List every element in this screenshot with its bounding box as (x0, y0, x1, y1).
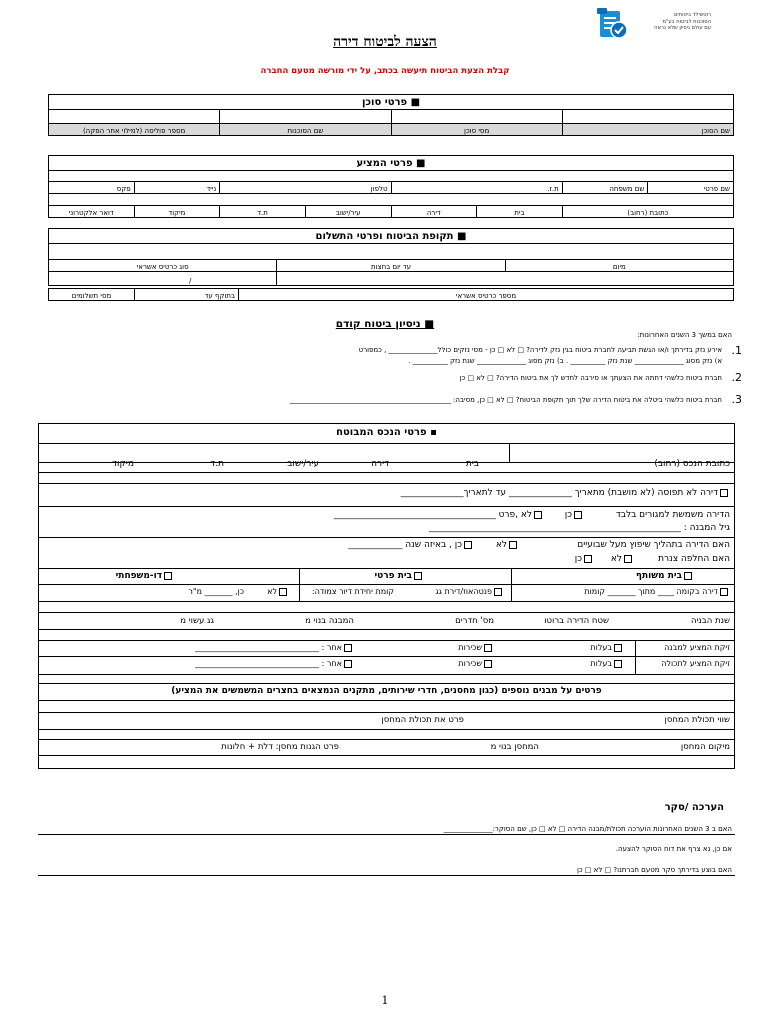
pipes-no: לא (610, 554, 622, 564)
property-city-label: עיר/ישוב (287, 459, 319, 469)
rent-building-checkbox[interactable] (484, 644, 492, 652)
policy-number-label: מספר פוליסה (למילוי אחר הפקה) (49, 124, 220, 136)
last-name-label: שם משפחה (562, 182, 648, 194)
survey-title: הערכה /סקר (664, 802, 724, 813)
proposer-section-title: ■ פרטי המציע (49, 156, 734, 171)
area-label: שטח הדירה ברוטו (544, 616, 609, 626)
penthouse-checkbox[interactable] (494, 588, 502, 596)
own-building-checkbox[interactable] (614, 644, 622, 652)
roof-material-label: גג עשוי מ (180, 616, 214, 626)
agent-section-title: ■ פרטי סוכן (49, 95, 734, 110)
own-building: בעלות (590, 643, 612, 652)
residential-yes: כן (564, 510, 572, 520)
question-2: חברת ביטוח כלשהי דחתה את הצעתך או סירבה לחדש לך את ביטוח הדירה? □ לא □ כן (459, 374, 722, 382)
floor-text: דירה בקומה ____ מתוך _______ קומות (584, 587, 718, 596)
agent-name-label: שם הסוכן (562, 124, 733, 136)
logo-line: הסוכנות לביטוח בע"מ (662, 18, 711, 25)
card-number-label: מספר כרטיס אשראי (239, 289, 734, 301)
question-1: אירע נזק בדירתך ו/או הגשת תביעה לחברת ביטוח בגין נזק לדירה? □ לא □ כן - מסי נזקים כולל______________ , כמפורט (358, 346, 722, 354)
question-number: 2. (731, 371, 742, 384)
duplex: דו-משפחתי (115, 571, 162, 581)
question-number: 1. (731, 344, 742, 357)
unoccupied-text: דירה לא תפוסה (לא מושבת) מתאריך ______________ עד לתאריך______________ (400, 488, 718, 498)
attached-no: לא (267, 587, 277, 596)
residential-no-checkbox[interactable] (534, 511, 542, 519)
agent-name-input[interactable] (562, 110, 733, 124)
property-section (38, 423, 735, 769)
property-street-label: כתובת הנכס (רחוב) (654, 459, 730, 469)
city-label: עיר/ישוב (305, 206, 391, 218)
agency-name-input[interactable] (220, 110, 391, 124)
property-zip-label: מיקוד (112, 459, 134, 469)
house-label: בית (477, 206, 563, 218)
pobox-label: ת.ד (220, 206, 306, 218)
survey-line-3: האם בוצע בדירתך סקר מטעם חברתנו? □ לא □ כן (576, 866, 732, 874)
installments-label: מסי תשלומים (49, 289, 135, 301)
period-table-2 (48, 288, 734, 301)
to-date-label: עד יום בחצות (277, 260, 505, 272)
extra-buildings-title: פרטים על מבנים נוספים (כגון מחסנים, חדרי שירותים, מתקנים הנמצאים בחצרים המשמשים את המציע) (171, 686, 602, 696)
pipes-no-checkbox[interactable] (624, 555, 632, 563)
question-3: חברת ביטוח כלשהי ביטלה את ביטוח הדירה שלך תוך תקופת הביטוח? □ לא □ כן, מסיבה: ______________________________________________ (289, 396, 722, 404)
storage-material-label: המחסן בנוי מ (490, 742, 539, 752)
rooms-label: מס' חדרים (455, 616, 494, 626)
ownership-contents-label: זיקת המציע לתכולה (661, 659, 730, 668)
from-date-label: מיום (505, 260, 733, 272)
prior-intro: האם במשך 3 השנים האחרונות: (637, 331, 732, 339)
policy-number-input[interactable] (49, 110, 220, 124)
first-name-label: שם פרטי (648, 182, 734, 194)
renovation-yes: כן , באיזה שנה ____________ (348, 540, 462, 550)
logo-line: עם עולם ניסיון שלא נראה (654, 25, 711, 31)
agent-number-input[interactable] (391, 110, 562, 124)
question-1-details: א) נזק מסוג ______________ שנת נזק __________ . ב) נזק מסוג ______________ שנת נזק __________ . (408, 357, 722, 365)
logo-line: רוטשילד ביטוחים (674, 12, 711, 18)
own-contents-checkbox[interactable] (614, 660, 622, 668)
agent-number-label: מסי סוכן (391, 124, 562, 136)
pipes-yes: כן (574, 554, 582, 564)
survey-line-1: האם ב 3 השנים האחרונות הוערכה תכולת/מבנה הדירה □ לא □ כן, שם הסוקר:______________ (443, 825, 732, 833)
attached-unit-label: קומת יחידת דיור צמודה: (311, 587, 394, 596)
id-label: ת.ז. (391, 182, 562, 194)
structure-material-label: המבנה בנוי מ (305, 616, 354, 626)
mobile-label: נייד (134, 182, 220, 194)
building-age: גיל המבנה : ________________________________________________________ (428, 523, 730, 533)
valid-until-label: בתוקף עד (135, 289, 239, 301)
apartment-label: דירה (391, 206, 477, 218)
page-subtitle: קבלת הצעת הביטוח תיעשה בכתב, על ידי מורשה מטעם החברה (260, 66, 510, 76)
rent-building: שכירות (458, 643, 482, 652)
fax-label: פקס (49, 182, 135, 194)
proposer-table (48, 155, 734, 218)
agent-table (48, 94, 734, 136)
private-house-checkbox[interactable] (414, 572, 422, 580)
residential-no: לא ,פרט ____________________________________ (333, 510, 532, 520)
penthouse: פנטהאוז/דירת גג (435, 587, 492, 596)
build-year-label: שנת הבניה (690, 616, 730, 626)
other-contents: אחר : _______________________________ (195, 659, 342, 668)
agency-name-label: שם הסוכנות (220, 124, 391, 136)
attached-no-checkbox[interactable] (279, 588, 287, 596)
page-number: 1 (381, 994, 389, 1007)
period-fill-row[interactable] (49, 244, 734, 260)
question-number: 3. (731, 393, 742, 406)
other-contents-checkbox[interactable] (344, 660, 352, 668)
pipes-yes-checkbox[interactable] (584, 555, 592, 563)
address-fill-row[interactable] (49, 194, 734, 206)
floor-checkbox[interactable] (720, 588, 728, 596)
property-pobox-label: ת.ד (210, 459, 224, 469)
rent-contents: שכירות (458, 659, 482, 668)
email-label: דואר אלקטרוני (49, 206, 135, 218)
residential-yes-checkbox[interactable] (574, 511, 582, 519)
storage-value-label: שווי תכולת המחסן (664, 715, 730, 725)
expiry-slash: / (49, 272, 277, 286)
residential-label: הדירה משמשת למגורים בלבד (615, 510, 730, 520)
storage-contents-label: פרט את תכולת המחסן (381, 715, 464, 725)
property-apartment-label: דירה (371, 459, 389, 469)
period-section-title: ■ תקופת הביטוח ופרטי התשלום (49, 229, 734, 244)
survey-line-2: אם כן, נא צרף את דוח הסוקר להצעה. (615, 845, 732, 853)
renovation-no-checkbox[interactable] (509, 541, 517, 549)
other-building-checkbox[interactable] (344, 644, 352, 652)
renovation-label: האם הדירה בתהליך שיפוץ מעל שבועיים (577, 540, 730, 550)
property-section-title: ▪ פרטי הנכס המבוטח (336, 427, 437, 438)
private-house: בית פרטי (374, 571, 412, 581)
rent-contents-checkbox[interactable] (484, 660, 492, 668)
unoccupied-checkbox[interactable] (720, 489, 728, 497)
shared-building-checkbox[interactable] (684, 572, 692, 580)
property-house-label: בית (465, 459, 479, 469)
renovation-yes-checkbox[interactable] (464, 541, 472, 549)
page-title: הצעה לביטוח דירה (333, 34, 437, 50)
ownership-building-label: זיקת המציע למבנה (664, 643, 730, 652)
own-contents: בעלות (590, 659, 612, 668)
street-label: כתובת (רחוב) (562, 206, 733, 218)
storage-protection-label: פרט הגנות מחסן: דלת + חלונות (221, 742, 339, 752)
shared-building: בית משותף (635, 571, 682, 581)
attached-yes: כן, _______ מ"ר (188, 587, 244, 596)
other-building: אחר : _______________________________ (195, 643, 342, 652)
card-type-label: סוג כרטיס אשראי (49, 260, 277, 272)
proposer-fill-row[interactable] (49, 171, 734, 182)
phone-label: טלפון (220, 182, 391, 194)
duplex-checkbox[interactable] (164, 572, 172, 580)
renovation-no: לא (495, 540, 507, 550)
pipes-label: האם החלפה צנרת (658, 554, 730, 564)
storage-location-label: מיקום המחסן (680, 742, 730, 752)
prior-section-title: ■ ניסיון ביטוח קודם (335, 318, 435, 330)
zip-label: מיקוד (134, 206, 220, 218)
period-table (48, 228, 734, 286)
